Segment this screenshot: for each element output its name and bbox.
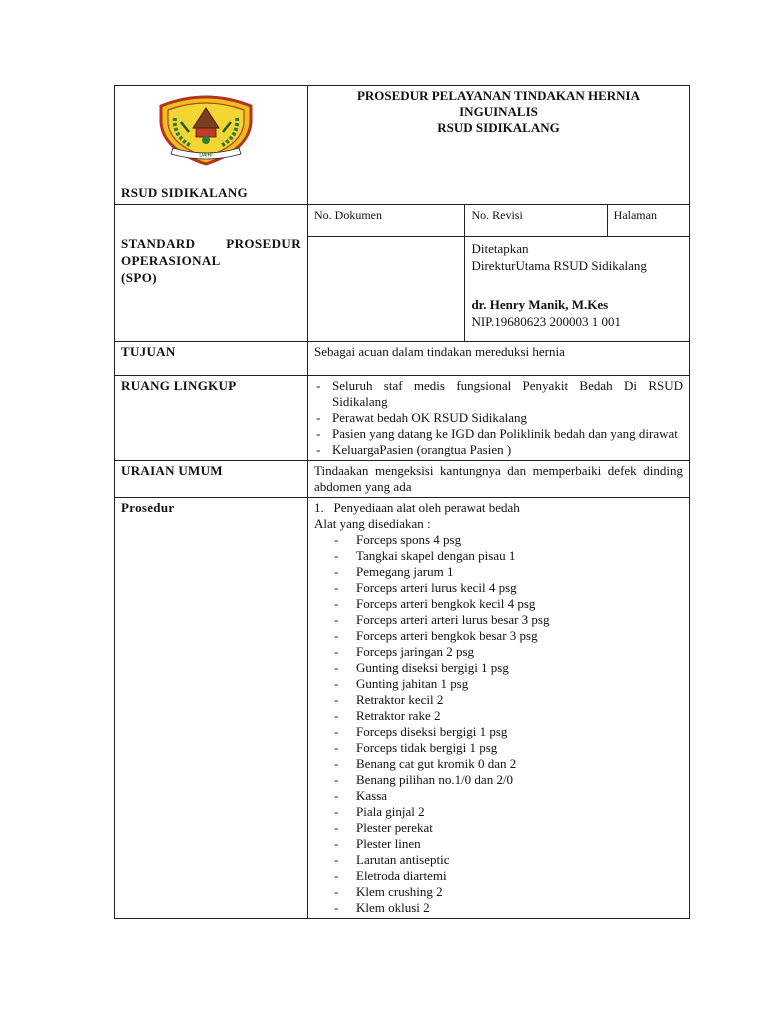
ruang-lingkup-row	[115, 376, 690, 461]
halaman-label: Halaman	[613, 208, 657, 222]
list-item: - Forceps diseksi bergigi 1 psg	[334, 724, 683, 740]
hospital-name: RSUD SIDIKALANG	[121, 185, 248, 200]
list-item: - Klem crushing 2	[334, 884, 683, 900]
list-item: - Piala ginjal 2	[334, 804, 683, 820]
halaman-cell	[607, 205, 689, 237]
title-line-3: RSUD SIDIKALANG	[437, 120, 560, 135]
title-line-1: PROSEDUR PELAYANAN TINDAKAN HERNIA	[356, 88, 641, 103]
ruang-lingkup-content	[308, 376, 690, 461]
document-title	[308, 86, 690, 205]
list-item: - Retraktor rake 2	[334, 708, 683, 724]
list-item: - Eletroda diartemi	[334, 868, 683, 884]
list-item: - Forceps arteri arteri lurus besar 3 psg	[334, 612, 683, 628]
header-row	[115, 86, 690, 205]
uraian-umum-row	[115, 461, 690, 498]
logo-banner-text: DAIRI	[199, 152, 213, 159]
no-revisi-cell	[465, 205, 607, 237]
list-item: - Pasien yang datang ke IGD dan Poliklinik bedah dan yang dirawat	[314, 426, 683, 442]
list-item: - Forceps arteri lurus kecil 4 psg	[334, 580, 683, 596]
spo-table	[114, 85, 690, 919]
list-item: - Gunting diseksi bergigi 1 psg	[334, 660, 683, 676]
list-item: - Forceps spons 4 psg	[334, 532, 683, 548]
spo-line3: (SPO)	[121, 270, 157, 285]
list-item: - Retraktor kecil 2	[334, 692, 683, 708]
list-item: - Benang cat gut kromik 0 dan 2	[334, 756, 683, 772]
list-item: - Tangkai skapel dengan pisau 1	[334, 548, 683, 564]
prosedur-step-1: 1. Penyediaan alat oleh perawat bedah	[314, 500, 520, 515]
tools-heading: Alat yang disediakan :	[314, 516, 431, 531]
list-item: - KeluargaPasien (orangtua Pasien )	[314, 442, 683, 458]
tujuan-row	[115, 342, 690, 376]
list-item: - Larutan antiseptic	[334, 852, 683, 868]
logo-cell	[115, 86, 308, 205]
spo-line1-b: PROSEDUR	[226, 236, 301, 251]
list-item: - Forceps arteri bengkok besar 3 psg	[334, 628, 683, 644]
signer-name: dr. Henry Manik, M.Kes	[471, 297, 609, 312]
list-item: - Seluruh staf medis fungsional Penyakit Bedah Di RSUD Sidikalang	[314, 378, 683, 410]
spo-line2: OPERASIONAL	[121, 253, 221, 268]
spo-label-cell	[115, 205, 308, 342]
doc-info-row	[115, 205, 690, 237]
ditetapkan-by: DirekturUtama RSUD Sidikalang	[471, 258, 647, 273]
no-dokumen-cell	[308, 205, 465, 237]
tujuan-text: Sebagai acuan dalam tindakan mereduksi hernia	[308, 342, 690, 376]
list-item: - Plester perekat	[334, 820, 683, 836]
list-item: - Klem oklusi 2	[334, 900, 683, 916]
signer-nip: NIP.19680623 200003 1 001	[471, 314, 621, 329]
empty-date-cell	[308, 237, 465, 342]
list-item: - Forceps tidak bergigi 1 psg	[334, 740, 683, 756]
prosedur-row	[115, 498, 690, 919]
tools-list	[314, 532, 683, 916]
tujuan-label: TUJUAN	[115, 342, 308, 376]
spo-document	[114, 85, 690, 919]
spo-line1-a: STANDARD	[121, 236, 196, 251]
prosedur-label: Prosedur	[115, 498, 308, 919]
uraian-umum-label: URAIAN UMUM	[115, 461, 308, 498]
ditetapkan-label: Ditetapkan	[471, 241, 529, 256]
list-item: - Pemegang jarum 1	[334, 564, 683, 580]
prosedur-content	[308, 498, 690, 919]
list-item: - Forceps arteri bengkok kecil 4 psg	[334, 596, 683, 612]
no-revisi-label: No. Revisi	[471, 208, 523, 222]
ditetapkan-cell	[465, 237, 690, 342]
dairi-emblem-logo	[151, 92, 261, 168]
no-dokumen-label: No. Dokumen	[314, 208, 382, 222]
list-item: - Gunting jahitan 1 psg	[334, 676, 683, 692]
list-item: - Perawat bedah OK RSUD Sidikalang	[314, 410, 683, 426]
ruang-lingkup-label: RUANG LINGKUP	[115, 376, 308, 461]
ruang-lingkup-list	[314, 378, 683, 458]
list-item: - Benang pilihan no.1/0 dan 2/0	[334, 772, 683, 788]
uraian-umum-text: Tindaakan mengeksisi kantungnya dan memperbaiki defek dinding abdomen yang ada	[308, 461, 690, 498]
list-item: - Kassa	[334, 788, 683, 804]
list-item: - Forceps jaringan 2 psg	[334, 644, 683, 660]
title-line-2: INGUINALIS	[459, 104, 538, 119]
list-item: - Plester linen	[334, 836, 683, 852]
